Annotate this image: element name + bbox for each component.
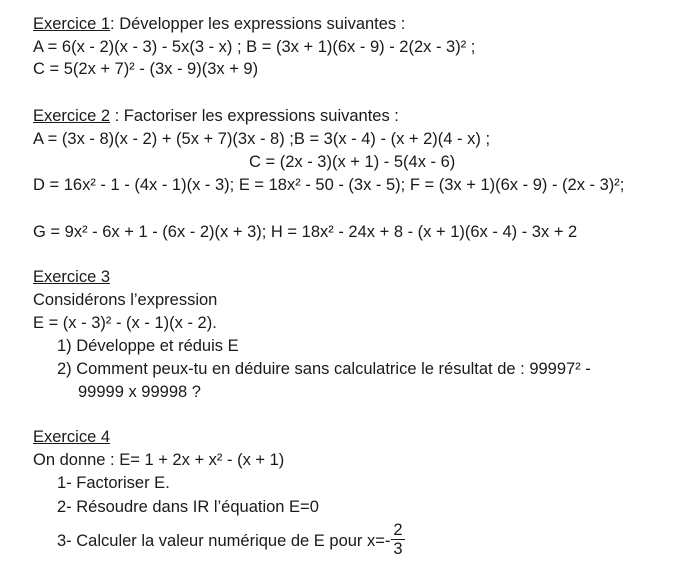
exercise-2-heading (33, 108, 399, 125)
exercise-4-line-1: On donne : E= 1 + 2x + x² - (x + 1) (33, 451, 285, 469)
exercise-4-item-3 (57, 523, 405, 560)
exercise-1-title: Exercice 1 (33, 15, 111, 33)
exercise-4-item-2: 2- Résoudre dans IR l’équation E=0 (57, 498, 319, 516)
exercise-3-title: Exercice 3 (33, 268, 111, 286)
exercise-2-line-3: D = 16x² - 1 - (4x - 1)(x - 3); E = 18x² - 50 - (3x - 5); F = (3x + 1)(6x - 9) - (2x - 3)²; (33, 176, 625, 194)
exercise-4-item-1: 1- Factoriser E. (57, 474, 170, 492)
exercise-1-line-1: A = 6(x - 2)(x - 3) - 5x(3 - x) ; B = (3x + 1)(6x - 9) - 2(2x - 3)² ; (33, 38, 476, 56)
fraction-numerator: 2 (393, 521, 403, 539)
exercise-2-line-4: G = 9x² - 6x + 1 - (6x - 2)(x + 3); H = 18x² - 24x + 8 - (x + 1)(6x - 4) - 3x + 2 (33, 223, 578, 241)
exercise-2-line-2: C = (2x - 3)(x + 1) - 5(4x - 6) (249, 153, 456, 171)
exercise-2-line-1: A = (3x - 8)(x - 2) + (5x + 7)(3x - 8) ;B = 3(x - 4) - (x + 2)(4 - x) ; (33, 130, 491, 148)
exercise-2-title: Exercice 2 (33, 107, 111, 125)
exercise-1-line-2: C = 5(2x + 7)² - (3x - 9)(3x + 9) (33, 60, 259, 78)
exercise-1-instruction: : Développer les expressions suivantes : (110, 15, 406, 33)
exercise-1-heading (33, 16, 405, 33)
fraction-two-thirds (391, 521, 404, 558)
exercise-4-title: Exercice 4 (33, 428, 111, 446)
exercise-3-line-2: E = (x - 3)² - (x - 1)(x - 2). (33, 314, 217, 332)
exercise-2-instruction: : Factoriser les expressions suivantes : (110, 107, 399, 125)
exercise-3-item-2-continued: 99999 x 99998 ? (78, 383, 201, 401)
exercise-3-line-1: Considérons l’expression (33, 291, 218, 309)
exercise-4-item-3-text: 3- Calculer la valeur numérique de E pour x=- (57, 531, 391, 550)
fraction-denominator: 3 (393, 540, 403, 558)
exercise-3-item-2: 2) Comment peux-tu en déduire sans calculatrice le résultat de : 99997² - (57, 360, 591, 378)
exercise-3-item-1: 1) Développe et réduis E (57, 337, 239, 355)
